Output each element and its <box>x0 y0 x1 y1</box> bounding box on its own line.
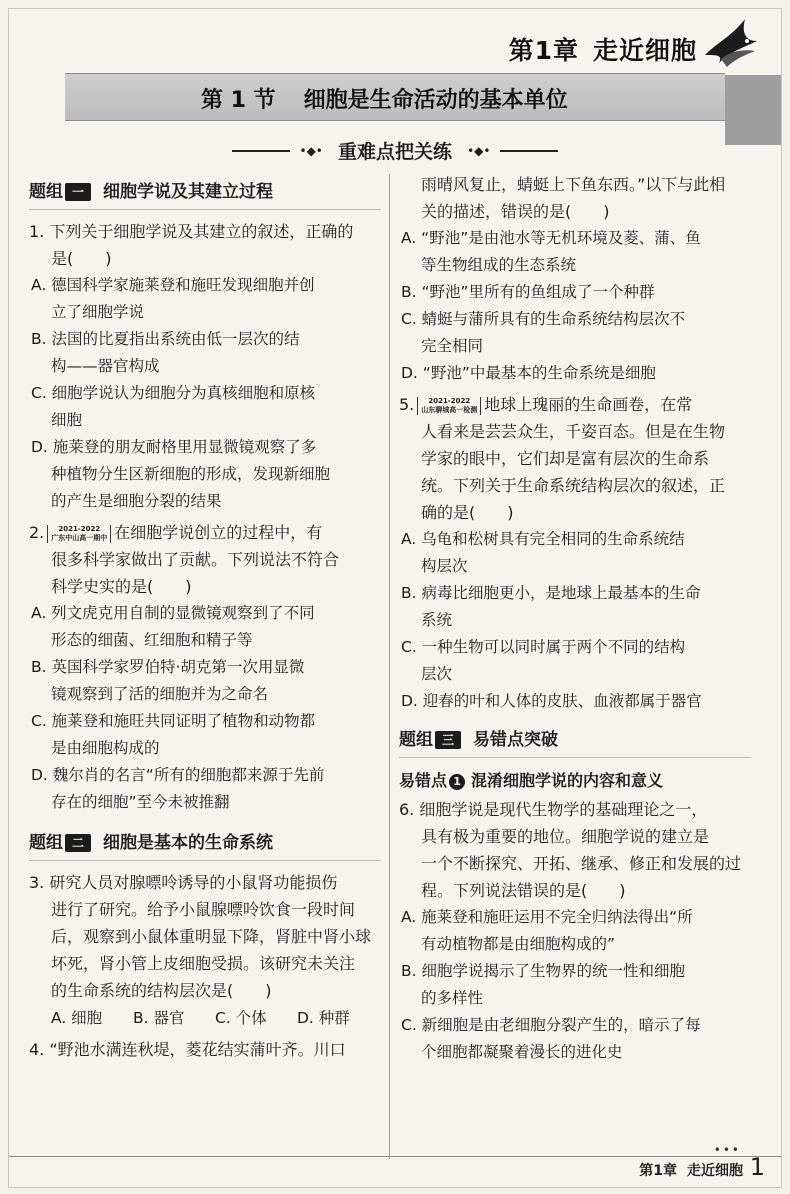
chapter-header <box>9 9 781 71</box>
eagle-icon <box>701 11 761 71</box>
section-number: 第 1 节 <box>201 88 276 113</box>
question-stem: 确的是( ) <box>421 503 514 522</box>
question-stem: 坏死，肾小管上皮细胞受损。该研究未关注 <box>51 954 356 973</box>
option-text: 构——器官构成 <box>51 357 160 375</box>
chapter-title <box>509 31 697 67</box>
option-b[interactable] <box>399 958 751 1012</box>
option-c[interactable] <box>399 306 751 360</box>
question-stem: 关的描述，错误的是( ) <box>421 202 610 221</box>
chapter-name: 走近细胞 <box>592 36 697 65</box>
option-text: 镜观察到了活的细胞并为之命名 <box>51 685 269 703</box>
group-title: 细胞学说及其建立过程 <box>103 182 273 202</box>
question-stem: 很多科学家做出了贡献。下列说法不符合 <box>51 550 340 569</box>
question-2 <box>29 519 381 816</box>
option-text: D. “野池”中最基本的生命系统是细胞 <box>401 364 656 382</box>
option-text: B. 病毒比细胞更小，是地球上最基本的生命 <box>401 584 701 602</box>
option-text: 系统 <box>421 611 453 629</box>
option-text: C. 新细胞是由老细胞分裂产生的，暗示了每 <box>401 1016 701 1034</box>
option-text: A. 施莱登和施旺运用不完全归纳法得出“所 <box>401 908 693 926</box>
option-text: A. 乌龟和松树具有完全相同的生命系统结 <box>401 530 685 548</box>
question-stem: 的生命系统的结构层次是( ) <box>51 981 272 1000</box>
section-name: 细胞是生命活动的基本单位 <box>303 88 568 113</box>
group-header-1: 题组 一 细胞学说及其建立过程 <box>29 175 381 210</box>
option-a[interactable] <box>399 526 751 580</box>
option-a[interactable]: A. 细胞 <box>51 1009 103 1027</box>
question-stem: 学家的眼中，它们却是富有层次的生命系 <box>421 449 710 468</box>
option-text: D. 施莱登的朋友耐格里用显微镜观察了多 <box>31 438 317 456</box>
option-d[interactable] <box>399 688 751 715</box>
banner-rule-right <box>500 150 558 152</box>
option-text: 存在的细胞”至今未被推翻 <box>51 793 230 811</box>
option-text: A. 列文虎克用自制的显微镜观察到了不同 <box>31 604 315 622</box>
chapter-tab <box>725 75 781 145</box>
option-text: B. “野池”里所有的鱼组成了一个种群 <box>401 283 655 301</box>
group-badge: 一 <box>65 183 91 201</box>
option-text: 构层次 <box>421 557 468 575</box>
question-stem: 具有极为重要的地位。细胞学说的建立是 <box>421 827 710 846</box>
option-text: D. 魏尔肖的名言“所有的细胞都来源于先前 <box>31 766 325 784</box>
option-text: C. 细胞学说认为细胞分为真核细胞和原核 <box>31 384 316 402</box>
question-stem: 程。下列说法错误的是( ) <box>421 881 626 900</box>
question-stem: 统。下列关于生命系统结构层次的叙述，正 <box>421 476 726 495</box>
option-c[interactable] <box>399 1012 751 1066</box>
option-b[interactable] <box>29 326 381 380</box>
option-d[interactable] <box>29 434 381 515</box>
option-a[interactable] <box>399 904 751 958</box>
banner-rule-left <box>232 150 290 152</box>
question-3 <box>29 869 381 1032</box>
banner-dots-right: •◆• <box>467 143 491 158</box>
section-title <box>201 83 568 114</box>
question-stem: 一个不断探究、开拓、继承、修正和发展的过 <box>421 854 742 873</box>
question-stem: 科学史实的是( ) <box>51 577 192 596</box>
option-text: D. 迎春的叶和人体的皮肤、血液都属于器官 <box>401 692 702 710</box>
question-stem: 雨晴风复止，蜻蜓上下鱼东西。”以下与此相 <box>421 175 726 194</box>
question-stem: 4. “野池水满连秋堤，菱花结实蒲叶齐。川口 <box>29 1040 346 1059</box>
question-stem: 人看来是芸芸众生，千姿百态。但是在生物 <box>421 422 726 441</box>
option-text: A. 德国科学家施莱登和施旺发现细胞并创 <box>31 276 315 294</box>
option-c[interactable]: C. 个体 <box>215 1009 267 1027</box>
option-a[interactable] <box>399 225 751 279</box>
option-text: B. 细胞学说揭示了生物界的统一性和细胞 <box>401 962 685 980</box>
option-text: A. “野池”是由池水等无机环境及菱、蒲、鱼 <box>401 229 701 247</box>
option-text: 形态的细菌、红细胞和精子等 <box>51 631 253 649</box>
source-tag: 2021-2022 山东聊城高一检测 <box>417 397 481 415</box>
option-c[interactable] <box>29 380 381 434</box>
group-header-2: 题组 二 细胞是基本的生命系统 <box>29 826 381 861</box>
error-point-label: 易错点 <box>399 771 448 790</box>
group-badge: 三 <box>435 731 461 749</box>
option-text: 立了细胞学说 <box>51 303 145 321</box>
option-text: 的产生是细胞分裂的结果 <box>51 492 222 510</box>
option-text: 细胞 <box>51 411 83 429</box>
exercise-banner <box>9 137 781 169</box>
option-b[interactable] <box>399 279 751 306</box>
question-6 <box>399 796 751 1066</box>
option-b[interactable]: B. 器官 <box>133 1009 185 1027</box>
right-column <box>399 171 751 1066</box>
question-stem: 地球上瑰丽的生命画卷，在常 <box>484 395 693 414</box>
question-5 <box>399 391 751 715</box>
option-text: 层次 <box>421 665 453 683</box>
question-4-continued <box>399 171 751 387</box>
group-badge: 二 <box>65 834 91 852</box>
option-text: B. 法国的比夏指出系统由低一层次的结 <box>31 330 300 348</box>
options-row <box>29 1004 381 1032</box>
chapter-number: 第1章 <box>508 36 579 65</box>
banner-title: 重难点把关练 <box>337 141 452 163</box>
option-text: 个细胞都凝聚着漫长的进化史 <box>421 1043 623 1061</box>
option-a[interactable] <box>29 272 381 326</box>
option-d[interactable] <box>399 360 751 387</box>
option-b[interactable] <box>399 580 751 634</box>
group-header-3: 题组 三 易错点突破 <box>399 723 751 758</box>
option-text: C. 蜻蜓与蒲所具有的生命系统结构层次不 <box>401 310 686 328</box>
option-c[interactable] <box>29 708 381 762</box>
group-title: 细胞是基本的生命系统 <box>103 833 273 853</box>
source-tag: 2021-2022 广东中山高一期中 <box>47 525 111 543</box>
column-divider <box>389 174 390 1159</box>
error-point-text: 混淆细胞学说的内容和意义 <box>471 771 664 790</box>
section-band <box>65 73 725 121</box>
option-text: 的多样性 <box>421 989 484 1007</box>
question-number: 5. <box>399 395 415 414</box>
question-stem: 是( ) <box>51 249 112 268</box>
option-text: 等生物组成的生态系统 <box>421 256 577 274</box>
question-4 <box>29 1036 381 1063</box>
question-stem: 后，观察到小鼠体重明显下降，肾脏中肾小球 <box>51 927 372 946</box>
question-stem: 1. 下列关于细胞学说及其建立的叙述，正确的 <box>29 222 354 241</box>
option-d[interactable] <box>29 762 381 816</box>
footer-chapter: 第1章 走近细胞 <box>639 1163 743 1179</box>
option-text: 种植物分生区新细胞的形成，发现新细胞 <box>51 465 331 483</box>
question-stem: 在细胞学说创立的过程中，有 <box>114 523 323 542</box>
page <box>8 8 782 1188</box>
page-number: 1 <box>749 1153 765 1181</box>
error-point-badge: 1 <box>449 774 465 790</box>
option-b[interactable] <box>29 654 381 708</box>
option-text: B. 英国科学家罗伯特·胡克第一次用显微 <box>31 658 305 676</box>
left-column <box>29 171 381 1063</box>
banner-dots-left: •◆• <box>299 143 323 158</box>
question-1 <box>29 218 381 515</box>
question-stem: 3. 研究人员对腺嘌呤诱导的小鼠肾功能损伤 <box>29 873 338 892</box>
question-stem: 进行了研究。给予小鼠腺嘌呤饮食一段时间 <box>51 900 356 919</box>
option-text: C. 施莱登和施旺共同证明了植物和动物都 <box>31 712 316 730</box>
option-a[interactable] <box>29 600 381 654</box>
error-point <box>399 766 751 796</box>
option-text: 有动植物都是由细胞构成的” <box>421 935 616 953</box>
question-number: 2. <box>29 523 45 542</box>
page-footer <box>9 1143 781 1181</box>
option-text: C. 一种生物可以同时属于两个不同的结构 <box>401 638 686 656</box>
question-stem: 6. 细胞学说是现代生物学的基础理论之一， <box>399 800 708 819</box>
option-text: 是由细胞构成的 <box>51 739 160 757</box>
footer-dots: ••• <box>713 1143 741 1157</box>
group-title: 易错点突破 <box>473 730 558 750</box>
option-text: 完全相同 <box>421 337 484 355</box>
option-d[interactable]: D. 种群 <box>297 1009 350 1027</box>
option-c[interactable] <box>399 634 751 688</box>
